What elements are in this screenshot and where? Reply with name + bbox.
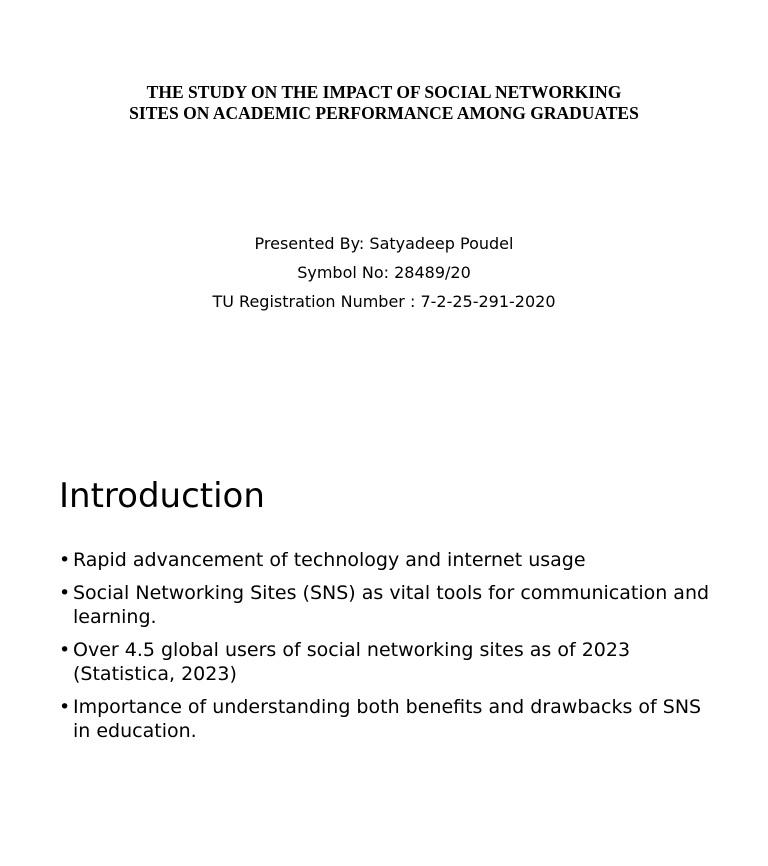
tu-registration-number: TU Registration Number : 7-2-25-291-2020 xyxy=(212,292,556,311)
bullet-text: Rapid advancement of technology and internet usage xyxy=(73,549,586,571)
introduction-slide xyxy=(0,460,768,866)
bullet-item xyxy=(59,695,719,744)
introduction-heading: Introduction xyxy=(59,476,265,516)
presentation-title xyxy=(0,82,768,124)
bullet-item xyxy=(59,548,719,573)
presenter-info xyxy=(0,229,768,316)
bullet-text: Social Networking Sites (SNS) as vital tools for communication and learning. xyxy=(73,581,710,628)
title-slide xyxy=(0,0,768,400)
bullet-item xyxy=(59,638,719,687)
bullet-item xyxy=(59,581,719,630)
bullet-text: Over 4.5 global users of social networking sites as of 2023 (Statistica, 2023) xyxy=(73,638,631,685)
bullet-text: Importance of understanding both benefits and drawbacks of SNS in education. xyxy=(73,695,702,742)
title-line-1: THE STUDY ON THE IMPACT OF SOCIAL NETWORKING xyxy=(146,82,622,102)
bullet-marker: • xyxy=(59,549,71,571)
bullet-marker: • xyxy=(59,695,71,718)
introduction-bullet-list xyxy=(59,548,719,752)
presented-by: Presented By: Satyadeep Poudel xyxy=(254,234,514,253)
bullet-marker: • xyxy=(59,581,71,604)
title-line-2: SITES ON ACADEMIC PERFORMANCE AMONG GRADUATES xyxy=(129,103,639,123)
bullet-marker: • xyxy=(59,638,71,661)
symbol-number: Symbol No: 28489/20 xyxy=(297,263,471,282)
